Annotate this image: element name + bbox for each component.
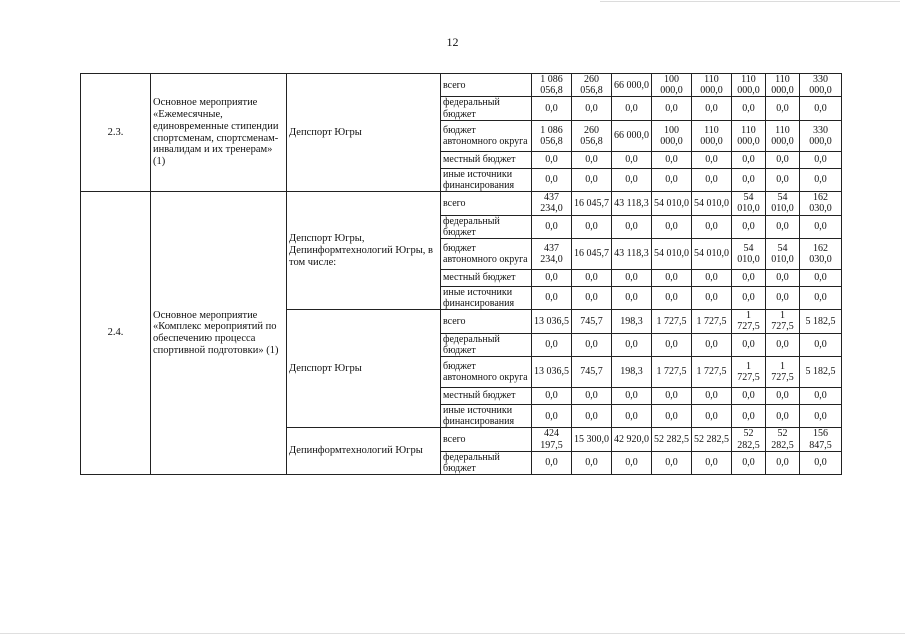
amount-cell: 43 118,3 (612, 192, 652, 215)
amount-cell: 0,0 (572, 215, 612, 238)
amount-cell: 0,0 (532, 333, 572, 356)
amount-cell: 0,0 (532, 451, 572, 474)
amount-cell: 0,0 (692, 451, 732, 474)
amount-cell: 42 920,0 (612, 428, 652, 451)
amount-cell: 0,0 (612, 168, 652, 191)
amount-cell: 110 000,0 (766, 120, 800, 151)
funding-source-cell: всего (441, 310, 532, 333)
amount-cell: 0,0 (652, 405, 692, 428)
funding-source-cell: федеральный бюджет (441, 451, 532, 474)
amount-cell: 0,0 (732, 286, 766, 309)
amount-cell: 0,0 (732, 451, 766, 474)
amount-cell: 0,0 (800, 97, 842, 120)
amount-cell: 437 234,0 (532, 238, 572, 269)
amount-cell: 0,0 (572, 405, 612, 428)
amount-cell: 0,0 (800, 168, 842, 191)
amount-cell: 16 045,7 (572, 192, 612, 215)
amount-cell: 0,0 (652, 269, 692, 286)
amount-cell: 0,0 (800, 451, 842, 474)
amount-cell: 0,0 (800, 215, 842, 238)
amount-cell: 110 000,0 (692, 74, 732, 97)
amount-cell: 0,0 (732, 215, 766, 238)
amount-cell: 0,0 (692, 97, 732, 120)
amount-cell: 52 282,5 (732, 428, 766, 451)
funding-source-cell: всего (441, 428, 532, 451)
scan-artifact-top (600, 1, 900, 2)
amount-cell: 0,0 (732, 168, 766, 191)
amount-cell: 0,0 (766, 151, 800, 168)
amount-cell: 0,0 (692, 269, 732, 286)
amount-cell: 0,0 (612, 451, 652, 474)
amount-cell: 0,0 (532, 405, 572, 428)
amount-cell: 0,0 (766, 388, 800, 405)
funding-source-cell: федеральный бюджет (441, 215, 532, 238)
funding-source-cell: местный бюджет (441, 151, 532, 168)
amount-cell: 156 847,5 (800, 428, 842, 451)
amount-cell: 0,0 (652, 215, 692, 238)
amount-cell: 260 056,8 (572, 74, 612, 97)
amount-cell: 1 727,5 (766, 357, 800, 388)
amount-cell: 0,0 (612, 151, 652, 168)
amount-cell: 66 000,0 (612, 120, 652, 151)
amount-cell: 0,0 (572, 269, 612, 286)
amount-cell: 0,0 (692, 333, 732, 356)
amount-cell: 54 010,0 (732, 192, 766, 215)
amount-cell: 0,0 (652, 97, 692, 120)
amount-cell: 330 000,0 (800, 120, 842, 151)
amount-cell: 16 045,7 (572, 238, 612, 269)
amount-cell: 66 000,0 (612, 74, 652, 97)
amount-cell: 110 000,0 (732, 74, 766, 97)
amount-cell: 0,0 (612, 215, 652, 238)
funding-source-cell: бюджет автономного округа (441, 120, 532, 151)
amount-cell: 0,0 (800, 286, 842, 309)
amount-cell: 1 727,5 (766, 310, 800, 333)
amount-cell: 1 727,5 (732, 357, 766, 388)
amount-cell: 110 000,0 (692, 120, 732, 151)
amount-cell: 0,0 (532, 168, 572, 191)
amount-cell: 13 036,5 (532, 357, 572, 388)
section-name: Основное мероприятие «Ежемесячные, единовременные стипендии спортсменам, спортсменам-инвалидам и их тренерам» (1) (151, 74, 287, 192)
amount-cell: 54 010,0 (652, 192, 692, 215)
amount-cell: 0,0 (692, 215, 732, 238)
funding-source-cell: всего (441, 74, 532, 97)
amount-cell: 100 000,0 (652, 74, 692, 97)
amount-cell: 0,0 (652, 451, 692, 474)
amount-cell: 0,0 (692, 286, 732, 309)
page-number: 12 (446, 35, 459, 49)
amount-cell: 13 036,5 (532, 310, 572, 333)
amount-cell: 43 118,3 (612, 238, 652, 269)
amount-cell: 0,0 (652, 388, 692, 405)
amount-cell: 0,0 (692, 168, 732, 191)
funding-source-cell: всего (441, 192, 532, 215)
scan-artifact-bottom (0, 633, 905, 634)
amount-cell: 52 282,5 (692, 428, 732, 451)
amount-cell: 0,0 (692, 388, 732, 405)
amount-cell: 0,0 (572, 451, 612, 474)
amount-cell: 1 086 056,8 (532, 120, 572, 151)
amount-cell: 0,0 (766, 286, 800, 309)
amount-cell: 0,0 (766, 451, 800, 474)
funding-source-cell: бюджет автономного округа (441, 357, 532, 388)
amount-cell: 745,7 (572, 357, 612, 388)
amount-cell: 5 182,5 (800, 357, 842, 388)
amount-cell: 1 727,5 (732, 310, 766, 333)
amount-cell: 100 000,0 (652, 120, 692, 151)
amount-cell: 0,0 (532, 97, 572, 120)
amount-cell: 0,0 (766, 215, 800, 238)
amount-cell: 162 030,0 (800, 192, 842, 215)
amount-cell: 0,0 (572, 286, 612, 309)
amount-cell: 0,0 (572, 151, 612, 168)
funding-source-cell: бюджет автономного округа (441, 238, 532, 269)
amount-cell: 1 086 056,8 (532, 74, 572, 97)
amount-cell: 424 197,5 (532, 428, 572, 451)
amount-cell: 0,0 (732, 388, 766, 405)
funding-source-cell: иные источники финансирования (441, 168, 532, 191)
amount-cell: 0,0 (572, 388, 612, 405)
amount-cell: 54 010,0 (692, 238, 732, 269)
amount-cell: 1 727,5 (692, 310, 732, 333)
amount-cell: 0,0 (572, 97, 612, 120)
amount-cell: 52 282,5 (652, 428, 692, 451)
amount-cell: 0,0 (692, 405, 732, 428)
amount-cell: 110 000,0 (766, 74, 800, 97)
table-body (81, 74, 842, 475)
table-row (81, 74, 842, 97)
amount-cell: 0,0 (612, 97, 652, 120)
amount-cell: 5 182,5 (800, 310, 842, 333)
amount-cell: 0,0 (612, 388, 652, 405)
amount-cell: 1 727,5 (652, 310, 692, 333)
funding-source-cell: федеральный бюджет (441, 97, 532, 120)
table-row (81, 192, 842, 215)
amount-cell: 0,0 (732, 151, 766, 168)
amount-cell: 0,0 (732, 333, 766, 356)
amount-cell: 745,7 (572, 310, 612, 333)
amount-cell: 110 000,0 (732, 120, 766, 151)
amount-cell: 437 234,0 (532, 192, 572, 215)
amount-cell: 0,0 (800, 269, 842, 286)
amount-cell: 0,0 (766, 269, 800, 286)
section-name: Основное мероприятие «Комплекс мероприятий по обеспечению процесса спортивной подготовки» (1) (151, 192, 287, 475)
amount-cell: 54 010,0 (732, 238, 766, 269)
amount-cell: 0,0 (692, 151, 732, 168)
amount-cell: 52 282,5 (766, 428, 800, 451)
amount-cell: 54 010,0 (652, 238, 692, 269)
executor-cell: Депспорт Югры, Депинформтехнологий Югры, в том числе: (287, 192, 441, 310)
executor-cell: Депинформтехнологий Югры (287, 428, 441, 475)
amount-cell: 1 727,5 (692, 357, 732, 388)
amount-cell: 15 300,0 (572, 428, 612, 451)
budget-table (80, 73, 842, 475)
amount-cell: 0,0 (766, 405, 800, 428)
amount-cell: 0,0 (800, 405, 842, 428)
amount-cell: 0,0 (732, 97, 766, 120)
amount-cell: 1 727,5 (652, 357, 692, 388)
amount-cell: 0,0 (652, 286, 692, 309)
funding-source-cell: иные источники финансирования (441, 286, 532, 309)
amount-cell: 198,3 (612, 357, 652, 388)
amount-cell: 0,0 (572, 333, 612, 356)
funding-source-cell: федеральный бюджет (441, 333, 532, 356)
funding-source-cell: иные источники финансирования (441, 405, 532, 428)
amount-cell: 0,0 (800, 333, 842, 356)
amount-cell: 0,0 (532, 388, 572, 405)
funding-source-cell: местный бюджет (441, 269, 532, 286)
amount-cell: 162 030,0 (800, 238, 842, 269)
amount-cell: 0,0 (612, 405, 652, 428)
amount-cell: 260 056,8 (572, 120, 612, 151)
section-code: 2.4. (81, 192, 151, 475)
executor-cell: Депспорт Югры (287, 310, 441, 428)
amount-cell: 0,0 (732, 269, 766, 286)
executor-cell: Депспорт Югры (287, 74, 441, 192)
amount-cell: 0,0 (532, 215, 572, 238)
amount-cell: 0,0 (612, 286, 652, 309)
amount-cell: 0,0 (652, 168, 692, 191)
section-code: 2.3. (81, 74, 151, 192)
amount-cell: 0,0 (800, 151, 842, 168)
amount-cell: 54 010,0 (766, 192, 800, 215)
amount-cell: 0,0 (652, 333, 692, 356)
amount-cell: 0,0 (800, 388, 842, 405)
amount-cell: 0,0 (766, 168, 800, 191)
amount-cell: 54 010,0 (766, 238, 800, 269)
amount-cell: 0,0 (612, 333, 652, 356)
amount-cell: 0,0 (532, 151, 572, 168)
amount-cell: 0,0 (612, 269, 652, 286)
amount-cell: 0,0 (732, 405, 766, 428)
amount-cell: 0,0 (572, 168, 612, 191)
amount-cell: 0,0 (766, 97, 800, 120)
funding-source-cell: местный бюджет (441, 388, 532, 405)
amount-cell: 0,0 (766, 333, 800, 356)
amount-cell: 0,0 (652, 151, 692, 168)
amount-cell: 54 010,0 (692, 192, 732, 215)
amount-cell: 0,0 (532, 286, 572, 309)
amount-cell: 198,3 (612, 310, 652, 333)
amount-cell: 330 000,0 (800, 74, 842, 97)
amount-cell: 0,0 (532, 269, 572, 286)
